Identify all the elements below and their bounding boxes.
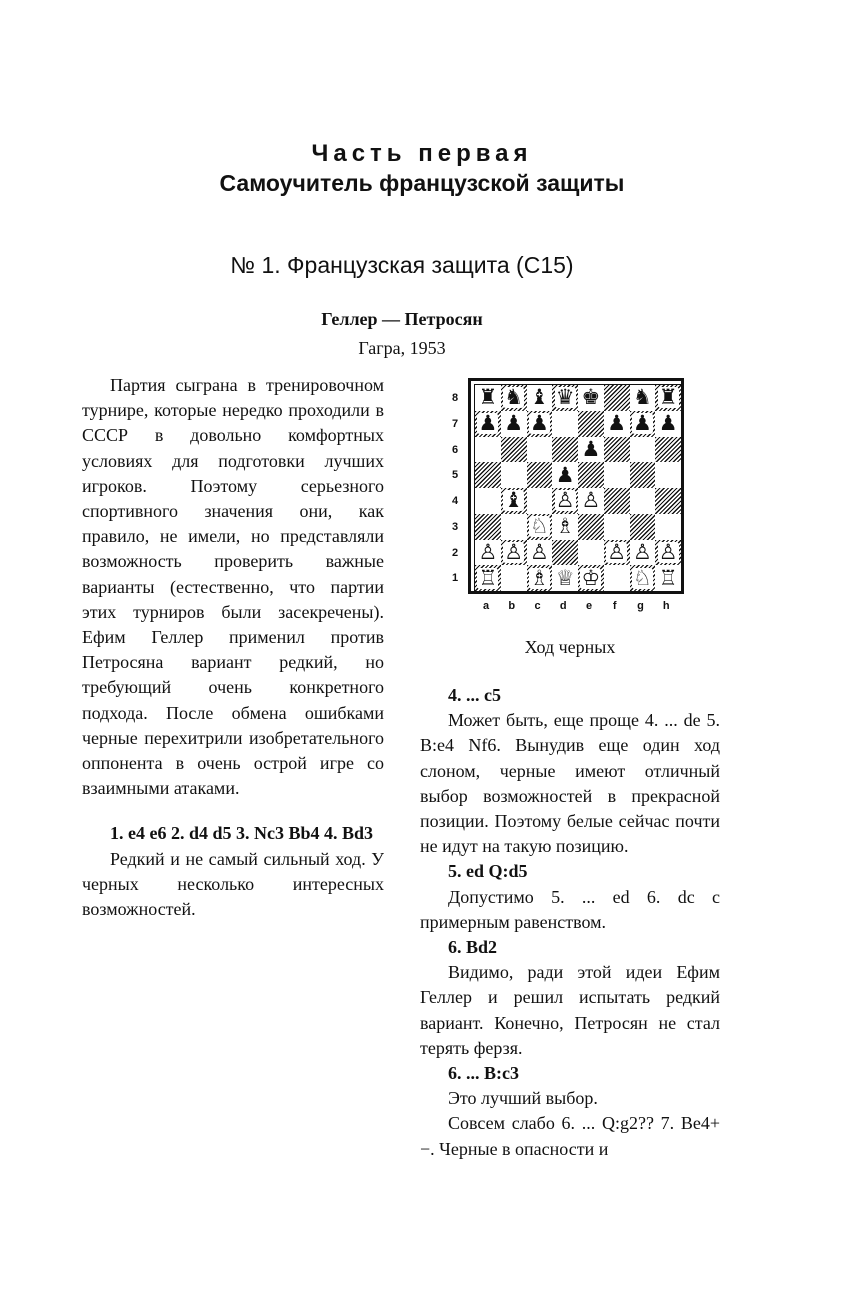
square-h1 xyxy=(655,565,681,591)
left-column xyxy=(82,373,384,922)
square-a4 xyxy=(475,488,501,514)
part-subtitle: Самоучитель французской защиты xyxy=(219,170,625,196)
square-a8 xyxy=(475,385,501,411)
white-rook-icon: ♖ xyxy=(478,565,498,590)
square-h6 xyxy=(655,437,681,463)
square-b6 xyxy=(501,437,527,463)
rank-label: 2 xyxy=(451,546,459,559)
black-pawn-icon: ♟ xyxy=(555,462,575,487)
square-f2 xyxy=(604,540,630,566)
move-6b: 6. ... B:c3 xyxy=(448,1063,519,1084)
square-e5 xyxy=(578,462,604,488)
black-pawn-icon: ♟ xyxy=(504,411,524,436)
square-a7 xyxy=(475,411,501,437)
square-f7 xyxy=(604,411,630,437)
file-label: g xyxy=(637,600,644,612)
square-c5 xyxy=(527,462,553,488)
rank-label: 1 xyxy=(451,572,459,585)
square-g8 xyxy=(630,385,656,411)
square-g5 xyxy=(630,462,656,488)
square-d7 xyxy=(552,411,578,437)
square-g2 xyxy=(630,540,656,566)
square-a6 xyxy=(475,437,501,463)
white-pawn-icon: ♙ xyxy=(607,539,627,564)
white-pawn-icon: ♙ xyxy=(529,539,549,564)
square-d1 xyxy=(552,565,578,591)
comment-6b: Это лучший выбор. xyxy=(448,1088,598,1109)
square-e6 xyxy=(578,437,604,463)
diagram-caption: Ход черных xyxy=(524,637,616,657)
square-f5 xyxy=(604,462,630,488)
black-pawn-icon: ♟ xyxy=(581,436,601,461)
moves-1: 1. e4 e6 2. d4 d5 3. Nc3 Bb4 4. Bd3 xyxy=(110,823,374,844)
square-g7 xyxy=(630,411,656,437)
square-g4 xyxy=(630,488,656,514)
square-c4 xyxy=(527,488,553,514)
white-queen-icon: ♕ xyxy=(555,565,575,590)
white-pawn-icon: ♙ xyxy=(632,539,652,564)
square-d8 xyxy=(552,385,578,411)
part-title: Часть первая xyxy=(311,140,533,167)
file-label: h xyxy=(662,600,670,612)
black-rook-icon: ♜ xyxy=(478,385,498,410)
chess-board xyxy=(474,384,682,592)
square-e8 xyxy=(578,385,604,411)
white-bishop-icon: ♗ xyxy=(529,565,549,590)
square-d2 xyxy=(552,540,578,566)
square-a1 xyxy=(475,565,501,591)
rank-label: 6 xyxy=(451,443,459,456)
white-pawn-icon: ♙ xyxy=(504,539,524,564)
black-pawn-icon: ♟ xyxy=(607,411,627,436)
square-g3 xyxy=(630,514,656,540)
intro-paragraph: Партия сыграна в тренировочном турнире, которые нередко проходили в СССР в довольно комфортных условиях для подготовки лучших игроков. Поэтому серьезного спортивного значения они, как правило, не имели, но представляли возможность проверить важные варианты (естественно, что партии этих турниров были засекречены). Ефим Геллер применил против Петросяна вариант редкий, но требующий очень конкретного подхода. После обмена ошибками черные перехитрили изобретательного оппонента в очень острой игре со взаимными атаками. xyxy=(82,375,384,799)
black-pawn-icon: ♟ xyxy=(478,411,498,436)
white-knight-icon: ♘ xyxy=(529,514,549,539)
black-queen-icon: ♛ xyxy=(555,385,575,410)
square-c7 xyxy=(527,411,553,437)
square-b4 xyxy=(501,488,527,514)
square-e7 xyxy=(578,411,604,437)
black-king-icon: ♚ xyxy=(581,385,601,410)
file-label: a xyxy=(482,600,490,612)
file-label: b xyxy=(508,600,516,612)
rank-label: 4 xyxy=(451,495,459,507)
square-a2 xyxy=(475,540,501,566)
file-label: d xyxy=(559,600,567,612)
square-b5 xyxy=(501,462,527,488)
square-h4 xyxy=(655,488,681,514)
players: Геллер — Петросян xyxy=(321,309,483,329)
white-pawn-icon: ♙ xyxy=(478,539,498,564)
comment-6c: Совсем слабо 6. ... Q:g2?? 7. Be4+−. Черные в опасности и xyxy=(420,1113,720,1159)
white-pawn-icon: ♙ xyxy=(555,488,575,513)
comment-4: Может быть, еще проще 4. ... de 5. B:e4 Nf6. Вынудив еще один ход слоном, черные имеют отличный выбор возможностей в прекрасной позиции. Поэтому белые сейчас почти не идут на такую позицию. xyxy=(420,710,720,857)
square-e4 xyxy=(578,488,604,514)
game-title: № 1. Французская защита (С15) xyxy=(230,252,574,278)
square-e1 xyxy=(578,565,604,591)
black-rook-icon: ♜ xyxy=(658,385,678,410)
square-h7 xyxy=(655,411,681,437)
rank-label: 3 xyxy=(451,520,459,533)
comment-5: Допустимо 5. ... ed 6. dc с примерным равенством. xyxy=(420,886,720,932)
square-g6 xyxy=(630,437,656,463)
white-pawn-icon: ♙ xyxy=(581,488,601,513)
square-g1 xyxy=(630,565,656,591)
move-4: 4. ... c5 xyxy=(448,685,501,705)
square-a3 xyxy=(475,514,501,540)
black-knight-icon: ♞ xyxy=(504,385,524,410)
file-label: e xyxy=(585,600,593,612)
comment-6: Видимо, ради этой идеи Ефим Геллер и решил испытать редкий вариант. Конечно, Петросян не стал терять ферзя. xyxy=(420,962,720,1058)
square-f4 xyxy=(604,488,630,514)
square-c2 xyxy=(527,540,553,566)
square-c1 xyxy=(527,565,553,591)
black-bishop-icon: ♝ xyxy=(504,488,524,513)
rank-label: 7 xyxy=(451,417,459,430)
board-frame xyxy=(468,378,684,594)
file-label: c xyxy=(534,600,541,612)
rank-label: 8 xyxy=(451,392,459,404)
square-b8 xyxy=(501,385,527,411)
square-b3 xyxy=(501,514,527,540)
black-pawn-icon: ♟ xyxy=(658,411,678,436)
file-label: f xyxy=(612,600,617,612)
square-h8 xyxy=(655,385,681,411)
square-h5 xyxy=(655,462,681,488)
square-c6 xyxy=(527,437,553,463)
square-a5 xyxy=(475,462,501,488)
square-f8 xyxy=(604,385,630,411)
rank-label: 5 xyxy=(451,469,459,482)
square-f1 xyxy=(604,565,630,591)
square-d4 xyxy=(552,488,578,514)
square-h3 xyxy=(655,514,681,540)
square-c3 xyxy=(527,514,553,540)
square-f3 xyxy=(604,514,630,540)
square-e3 xyxy=(578,514,604,540)
venue: Гагра, 1953 xyxy=(358,338,446,358)
square-d6 xyxy=(552,437,578,463)
black-pawn-icon: ♟ xyxy=(632,411,652,436)
white-king-icon: ♔ xyxy=(581,565,601,590)
white-rook-icon: ♖ xyxy=(658,565,678,590)
square-c8 xyxy=(527,385,553,411)
white-pawn-icon: ♙ xyxy=(658,539,678,564)
comment-1: Редкий и не самый сильный ход. У черных несколько интересных возможностей. xyxy=(82,848,384,920)
square-h2 xyxy=(655,540,681,566)
black-knight-icon: ♞ xyxy=(632,385,652,410)
square-d3 xyxy=(552,514,578,540)
square-e2 xyxy=(578,540,604,566)
square-b7 xyxy=(501,411,527,437)
white-bishop-icon: ♗ xyxy=(555,514,575,539)
square-f6 xyxy=(604,437,630,463)
square-b2 xyxy=(501,540,527,566)
move-6: 6. Bd2 xyxy=(448,937,498,958)
move-5: 5. ed Q:d5 xyxy=(448,861,528,882)
black-bishop-icon: ♝ xyxy=(529,385,549,410)
black-pawn-icon: ♟ xyxy=(529,411,549,436)
right-column xyxy=(420,683,720,1162)
square-b1 xyxy=(501,565,527,591)
white-knight-icon: ♘ xyxy=(632,565,652,590)
square-d5 xyxy=(552,462,578,488)
